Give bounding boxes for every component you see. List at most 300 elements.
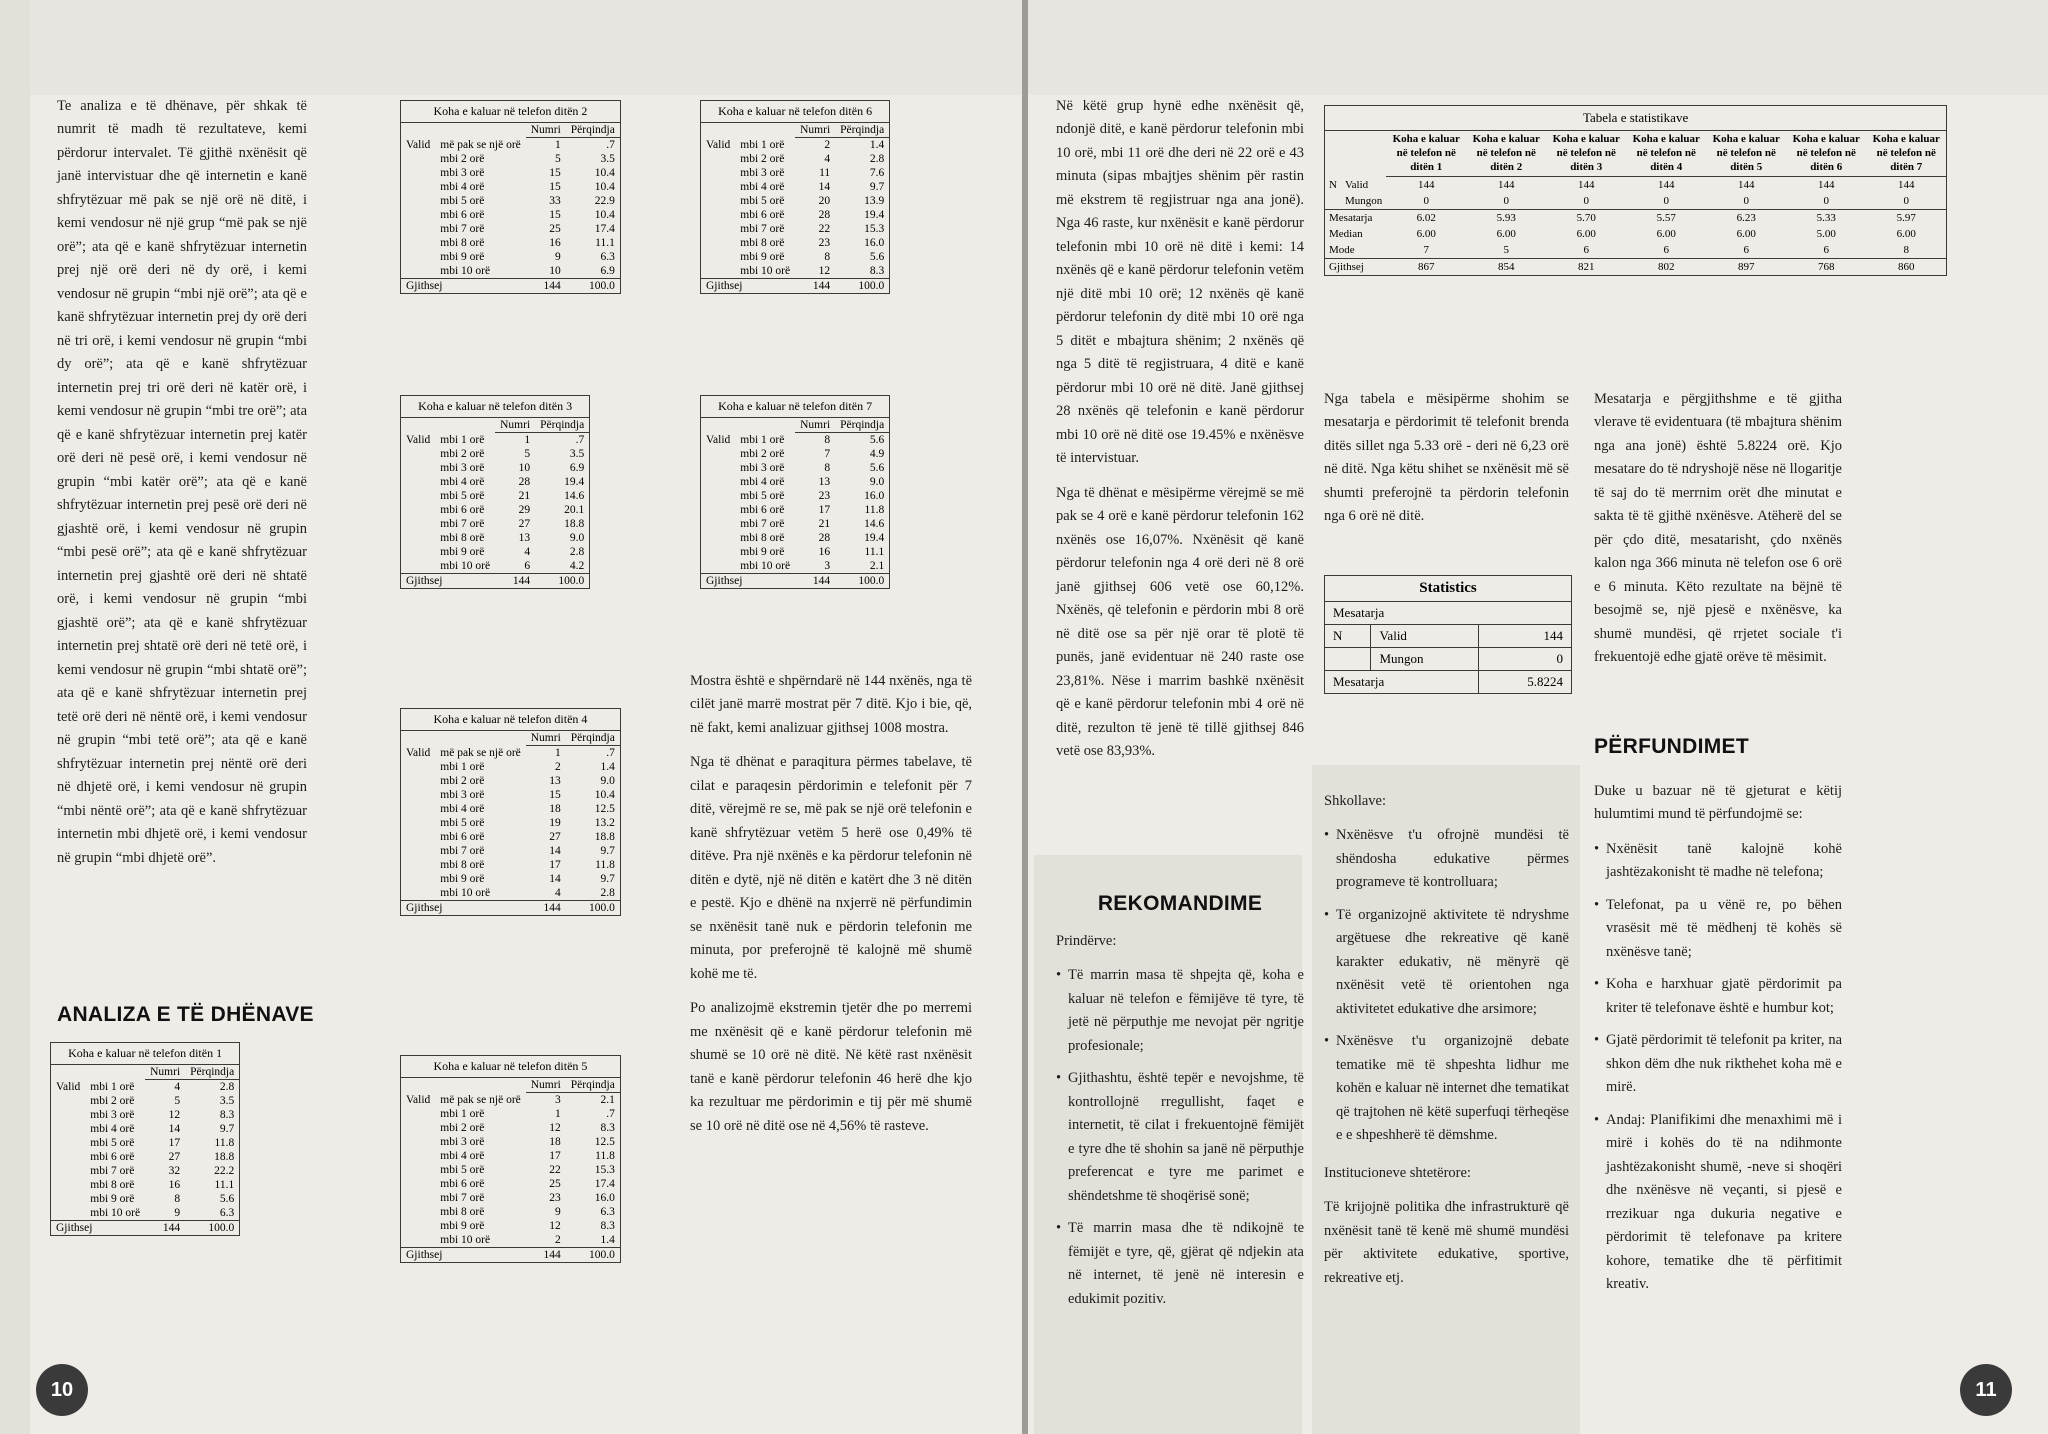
right-col3-intro: Mesatarja e përgjithshme e të gjitha vlerave të evidentuara (të mbajtura shënim nga ana jonë) është 5.8224 orë. Kjo mesatare do të ndryshojë nëse në llogaritje të saj do të merrnim orët dhe minutat e sakta të të gjithë nxënësve. Atëherë del se për çdo ditë, mesatarisht, çdo nxënës kalon nga 366 minuta në telefon ose 6 orë e 6 minuta. Këto rezultate na bëjnë të besojmë se, një pjesë e nxënësve, ka shumë mundësi, që rrjetet sociale t'i frekuentojë edhe gjatë orëve të mësimit. bbox=[1594, 391, 1842, 666]
category-cell: mbi 8 orë bbox=[90, 1179, 135, 1191]
table-row bbox=[701, 152, 890, 166]
total-count: 144 bbox=[526, 1248, 566, 1263]
count-cell: 8 bbox=[824, 462, 831, 474]
valid-label-cell bbox=[701, 180, 736, 194]
category-cell: mbi 9 orë bbox=[740, 251, 785, 263]
bigstat-value: 6.00 bbox=[1656, 228, 1676, 241]
percent-cell: 11.8 bbox=[595, 1150, 615, 1162]
percent-cell: 12.5 bbox=[594, 803, 615, 815]
valid-label-cell bbox=[401, 461, 436, 475]
column-header: Numri bbox=[526, 1078, 566, 1093]
table-row bbox=[51, 1150, 240, 1164]
table-row bbox=[401, 872, 621, 886]
percent-cell: 5.6 bbox=[869, 462, 885, 474]
percent-cell: 5.6 bbox=[869, 434, 885, 446]
valid-label-cell bbox=[401, 222, 436, 236]
category-cell: mbi 6 orë bbox=[440, 1178, 485, 1190]
valid-label-cell bbox=[701, 475, 736, 489]
total-count: 144 bbox=[495, 574, 535, 589]
valid-label-cell: Valid bbox=[706, 138, 731, 151]
category-cell: më pak se një orë bbox=[440, 1093, 521, 1106]
percent-cell: 19.4 bbox=[864, 209, 885, 221]
table-row bbox=[401, 250, 621, 264]
total-count: 144 bbox=[145, 1221, 185, 1236]
valid-label-cell bbox=[401, 531, 436, 545]
column-header: Numri bbox=[526, 731, 566, 746]
table-row bbox=[401, 222, 621, 236]
percent-cell: 18.8 bbox=[214, 1151, 235, 1163]
bigstat-value: 6.00 bbox=[1576, 228, 1596, 241]
count-cell: 33 bbox=[549, 195, 561, 207]
category-cell: mbi 7 orë bbox=[440, 845, 485, 857]
column-header bbox=[435, 123, 525, 138]
category-cell: mbi 5 orë bbox=[90, 1137, 135, 1149]
valid-label-cell bbox=[401, 886, 436, 901]
percent-cell: .7 bbox=[575, 434, 585, 446]
percent-cell: 13.2 bbox=[594, 817, 615, 829]
count-cell: 23 bbox=[818, 490, 831, 502]
category-cell: mbi 8 orë bbox=[440, 532, 485, 544]
category-cell: mbi 10 orë bbox=[440, 265, 491, 277]
valid-label-cell bbox=[401, 517, 436, 531]
table-row bbox=[701, 166, 890, 180]
bigstat-value: 6 bbox=[1823, 244, 1829, 257]
bigstat-value: 144 bbox=[1497, 179, 1515, 192]
table-row bbox=[401, 194, 621, 208]
category-cell: mbi 10 orë bbox=[440, 560, 491, 572]
table-row bbox=[401, 788, 621, 802]
right-col2-text bbox=[1324, 388, 1569, 540]
table-row bbox=[401, 1163, 621, 1177]
valid-label-cell bbox=[401, 858, 436, 872]
table-row bbox=[701, 489, 890, 503]
category-cell: mbi 6 orë bbox=[440, 209, 485, 221]
category-cell: mbi 4 orë bbox=[740, 181, 785, 193]
count-cell: 28 bbox=[818, 209, 831, 221]
category-cell: mbi 2 orë bbox=[90, 1095, 135, 1107]
column-header bbox=[401, 731, 436, 746]
table-total-row bbox=[701, 574, 890, 589]
valid-label-cell bbox=[701, 517, 736, 531]
category-cell: mbi 8 orë bbox=[440, 1206, 485, 1218]
conclusions-list bbox=[1594, 838, 1842, 1297]
bigstat-value: 7 bbox=[1423, 244, 1429, 257]
column-header: Numri bbox=[145, 1065, 185, 1080]
bigstat-column-header: Koha e kaluar në telefon në ditën 4 bbox=[1626, 131, 1706, 177]
table-row bbox=[701, 461, 890, 475]
valid-label-cell bbox=[401, 1107, 436, 1121]
table-row bbox=[51, 1206, 240, 1221]
valid-label-cell bbox=[701, 503, 736, 517]
percent-cell: .7 bbox=[606, 1108, 615, 1120]
bigstat-column-header: Koha e kaluar në telefon në ditën 1 bbox=[1386, 131, 1466, 177]
column-header bbox=[701, 123, 736, 138]
category-cell: mbi 2 orë bbox=[440, 448, 485, 460]
right-col1-paragraph-2: Nga të dhënat e mësipërme vërejmë se më pak se 4 orë e kanë përdorur telefonin 162 nxënës ose 16,07%. Nxënësit që kanë përdorur telefonin nga 4 orë deri në 8 orë janë gjithsej 606 vetë ose 60,12%. Nxënës, që telefonin e përdorin mbi 8 orë në ditë ose sa për një orar të plotë të punës, janë evidentuar në 240 raste ose 23,81%. Nëse i marrim bashkë nxënësit që e kanë përdorur telefonin mbi 4 orë në ditë, rezulton të jenë të tillë gjithsej 846 vetë ose 83,93%. bbox=[1056, 484, 1304, 760]
bigstat-value: 0 bbox=[1743, 195, 1749, 208]
category-cell: mbi 1 orë bbox=[440, 761, 485, 773]
column-header bbox=[735, 418, 795, 433]
count-cell: 10 bbox=[549, 265, 561, 277]
bigstat-value: 144 bbox=[1817, 179, 1835, 192]
percent-cell: 7.6 bbox=[869, 167, 885, 179]
valid-label-cell bbox=[401, 1191, 436, 1205]
percent-cell: 1.4 bbox=[869, 139, 885, 151]
bigstat-column-header: Koha e kaluar në telefon në ditën 7 bbox=[1866, 131, 1947, 177]
table-row bbox=[701, 503, 890, 517]
bigstat-value: 0 bbox=[1423, 195, 1429, 208]
category-cell: mbi 3 orë bbox=[740, 167, 785, 179]
page-top-tint bbox=[0, 0, 1024, 95]
statistics-variable-label: Mesatarja bbox=[1325, 602, 1572, 625]
count-cell: 27 bbox=[518, 518, 531, 530]
statistics-valid-label: Valid bbox=[1371, 625, 1479, 648]
count-cell: 18 bbox=[549, 1136, 561, 1148]
table-row bbox=[401, 531, 590, 545]
category-cell: mbi 7 orë bbox=[90, 1165, 135, 1177]
bigstat-corner bbox=[1325, 131, 1387, 177]
bigstat-value: 867 bbox=[1386, 259, 1466, 276]
count-cell: 2 bbox=[824, 139, 831, 151]
right-col2-paragraph-1: Nga tabela e mësipërme shohim se mesatarja e përdorimit të telefonit brenda ditës sillet nga 5.33 orë - deri në 6,23 orë në ditë. Nga këtu shihet se nxënësit më së shumti preferojnë ta përdorin telefonin nga 6 orë në ditë. bbox=[1324, 391, 1569, 525]
table-row bbox=[401, 208, 621, 222]
percent-cell: 16.0 bbox=[864, 237, 885, 249]
percent-cell: 22.2 bbox=[214, 1165, 235, 1177]
valid-label-cell bbox=[401, 545, 436, 559]
count-cell: 5 bbox=[524, 448, 531, 460]
category-cell: mbi 7 orë bbox=[740, 223, 785, 235]
valid-label-cell bbox=[401, 180, 436, 194]
count-cell: 22 bbox=[818, 223, 831, 235]
count-cell: 25 bbox=[549, 223, 561, 235]
percent-cell: 17.4 bbox=[594, 223, 615, 235]
bigstat-row bbox=[1325, 177, 1947, 194]
bigstat-value: 5 bbox=[1503, 244, 1509, 257]
percent-cell: 15.3 bbox=[864, 223, 885, 235]
count-cell: 14 bbox=[549, 873, 561, 885]
total-label: Gjithsej bbox=[701, 574, 796, 589]
count-cell: 12 bbox=[549, 1220, 561, 1232]
category-cell: mbi 4 orë bbox=[440, 1150, 485, 1162]
percent-cell: 2.1 bbox=[600, 1094, 615, 1106]
bigstat-caption: Tabela e statistikave bbox=[1324, 105, 1947, 130]
count-cell: 10 bbox=[518, 462, 531, 474]
bigstat-value: 5.57 bbox=[1626, 210, 1706, 227]
page-title: ANALIZA E TË DHËNAVE bbox=[57, 1003, 314, 1026]
percent-cell: 14.6 bbox=[564, 490, 585, 502]
column-header bbox=[401, 418, 436, 433]
category-cell: mbi 1 orë bbox=[440, 433, 485, 446]
percent-cell: 14.6 bbox=[864, 518, 885, 530]
bigstat-n-label: N bbox=[1329, 179, 1337, 191]
bigstat-value: 768 bbox=[1786, 259, 1866, 276]
column-header bbox=[701, 418, 736, 433]
percent-cell: 3.5 bbox=[600, 153, 615, 165]
count-cell: 5 bbox=[555, 153, 561, 165]
bigstat-row-label: Mungon bbox=[1344, 195, 1383, 208]
count-cell: 22 bbox=[549, 1164, 561, 1176]
percent-cell: 19.4 bbox=[564, 476, 585, 488]
count-cell: 21 bbox=[518, 490, 531, 502]
category-cell: mbi 2 orë bbox=[440, 775, 485, 787]
column-header bbox=[401, 123, 436, 138]
table-total-row bbox=[701, 279, 890, 294]
category-cell: mbi 4 orë bbox=[440, 476, 485, 488]
table-koha-dita-5 bbox=[400, 1055, 621, 1263]
category-cell: mbi 5 orë bbox=[440, 195, 485, 207]
table-row bbox=[701, 250, 890, 264]
bigstat-value: 821 bbox=[1546, 259, 1626, 276]
table-row bbox=[401, 1135, 621, 1149]
bigstat-n-label: Gjithsej bbox=[1325, 259, 1387, 276]
count-cell: 4 bbox=[824, 153, 831, 165]
valid-label-cell bbox=[51, 1150, 86, 1164]
bigstat-value: 802 bbox=[1626, 259, 1706, 276]
page-number-right: 11 bbox=[1960, 1364, 2012, 1416]
category-cell: mbi 8 orë bbox=[740, 532, 785, 544]
table-row bbox=[401, 559, 590, 574]
count-cell: 4 bbox=[524, 546, 531, 558]
percent-cell: 9.7 bbox=[600, 873, 615, 885]
bigstat-value: 0 bbox=[1663, 195, 1669, 208]
intro-paragraph: Te analiza e të dhënave, për shkak të numrit të madh të rezultateve, kemi përdorur intervalet. Të gjithë nxënësit që janë intervistuar dhe që internetin e kanë shfrytëzuar më pak se një orë në ditë, i kemi vendosur në një grup “më pak se një orë”; ata që e kanë shfrytëzuar internetin prej një orë deri në dy orë, i kemi vendosur në grupin “mbi një orë”; ata që e kanë shfrytëzuar internetin prej dy orë deri në tri orë, i kemi vendosur në grupin “mbi dy orë”; ata që e kanë shfrytëzuar internetin prej tri orë deri në katër orë, i kemi vendosur në grupin “mbi tre orë”; ata që e kanë shfrytëzuar internetin prej katër orë deri në pesë orë, i kemi vendosur në grupin “mbi katër orë”; ata që e kanë shfrytëzuar internetin prej pesë orë deri në gjashtë orë, i kemi vendosur në grupin “mbi pesë orë”; ata që e kanë shfrytëzuar internetin prej gjashtë orë deri në shtatë orë, i kemi vendosur në grupin “mbi gjashtë orë”; ata që e kanë shfrytëzuar internetin prej shtatë orë deri në tetë orë, i kemi vendosur në grupin “mbi shtatë orë”; ata që e kanë shfrytëzuar internetin prej tetë orë deri në nëntë orë, i kemi vendosur në grupin “mbi tetë orë”; ata që e kanë shfrytëzuar internetin prej nëntë orë deri në dhjetë orë, i kemi vendosur në grupin “mbi nëntë orë”; ata që e kanë shfrytëzuar internetin mbi dhjetë orë, i kemi vendosur në grupin “mbi dhjetë orë”. bbox=[57, 98, 307, 866]
list-item: • Të organizojnë aktivitete të ndryshme argëtuese dhe rekreative që kanë karakter edukativ, në mënyrë që nxënësit vetë të orientohen nga aktivitetet edukative dhe arsimore; bbox=[1324, 904, 1569, 1021]
valid-label-cell bbox=[701, 166, 736, 180]
column-header bbox=[435, 1078, 525, 1093]
table-row bbox=[701, 475, 890, 489]
bigstat-value: 6.00 bbox=[1736, 228, 1756, 241]
count-cell: 28 bbox=[518, 476, 531, 488]
table-row bbox=[401, 858, 621, 872]
percent-cell: 2.8 bbox=[219, 1081, 235, 1093]
table-row bbox=[401, 166, 621, 180]
valid-label-cell bbox=[701, 208, 736, 222]
institutions-label: Institucioneve shtetërore: bbox=[1324, 1164, 1471, 1181]
valid-label-cell bbox=[401, 166, 436, 180]
valid-label-cell bbox=[401, 264, 436, 279]
list-item: • Gjatë përdorimit të telefonit pa kriter, na shkon dëm dhe nuk rikthehet koha më e mirë. bbox=[1594, 1029, 1842, 1099]
count-cell: 18 bbox=[549, 803, 561, 815]
category-cell: mbi 4 orë bbox=[440, 181, 485, 193]
recommendations-title: REKOMANDIME bbox=[1097, 892, 1263, 915]
table-row bbox=[51, 1164, 240, 1178]
bigstat-value: 6.00 bbox=[1896, 228, 1916, 241]
percent-cell: 10.4 bbox=[594, 167, 615, 179]
percent-cell: 9.7 bbox=[869, 181, 885, 193]
count-cell: 6 bbox=[524, 560, 531, 572]
count-cell: 17 bbox=[818, 504, 831, 516]
valid-label-cell bbox=[51, 1164, 86, 1178]
count-cell: 29 bbox=[518, 504, 531, 516]
valid-label-cell bbox=[51, 1122, 86, 1136]
valid-label-cell bbox=[401, 152, 436, 166]
count-cell: 1 bbox=[555, 747, 561, 759]
valid-label-cell bbox=[401, 1205, 436, 1219]
bigstat-row bbox=[1325, 242, 1947, 259]
count-cell: 1 bbox=[555, 1108, 561, 1120]
valid-label-cell bbox=[701, 222, 736, 236]
valid-label-cell bbox=[401, 489, 436, 503]
table-row bbox=[401, 517, 590, 531]
column-header: Përqindja bbox=[185, 1065, 240, 1080]
percent-cell: 11.8 bbox=[864, 504, 885, 516]
schools-list bbox=[1324, 824, 1569, 1147]
percent-cell: 18.8 bbox=[564, 518, 585, 530]
page-number-left: 10 bbox=[36, 1364, 88, 1416]
total-label: Gjithsej bbox=[401, 901, 526, 916]
valid-label-cell bbox=[401, 1177, 436, 1191]
table-row bbox=[401, 844, 621, 858]
column-header: Numri bbox=[795, 418, 835, 433]
table-caption: Koha e kaluar në telefon ditën 6 bbox=[700, 100, 890, 122]
intro-text-column bbox=[57, 95, 307, 881]
right-schools-section bbox=[1324, 790, 1569, 1301]
count-cell: 12 bbox=[168, 1109, 181, 1121]
count-cell: 32 bbox=[168, 1165, 181, 1177]
column-header bbox=[435, 418, 495, 433]
category-cell: mbi 4 orë bbox=[90, 1123, 135, 1135]
percent-cell: 11.8 bbox=[595, 859, 615, 871]
valid-label-cell: Valid bbox=[706, 433, 731, 446]
table-row bbox=[401, 1219, 621, 1233]
percent-cell: 9.0 bbox=[569, 532, 585, 544]
percent-cell: 6.3 bbox=[600, 1206, 615, 1218]
bigstat-value: 144 bbox=[1577, 179, 1595, 192]
table-caption: Koha e kaluar në telefon ditën 3 bbox=[400, 395, 590, 417]
count-cell: 16 bbox=[549, 237, 561, 249]
table-row bbox=[51, 1192, 240, 1206]
statistics-row bbox=[1325, 648, 1572, 671]
bigstat-value: 6.00 bbox=[1496, 228, 1516, 241]
column-header: Numri bbox=[795, 123, 835, 138]
bigstat-value: 8 bbox=[1903, 244, 1909, 257]
percent-cell: 5.6 bbox=[219, 1193, 235, 1205]
table-koha-dita-1 bbox=[50, 1042, 240, 1236]
total-count: 144 bbox=[526, 901, 566, 916]
table-total-row bbox=[401, 901, 621, 916]
percent-cell: .7 bbox=[606, 747, 615, 759]
table-row bbox=[701, 236, 890, 250]
count-cell: 14 bbox=[549, 845, 561, 857]
table-row bbox=[701, 222, 890, 236]
count-cell: 14 bbox=[168, 1123, 181, 1135]
table-row bbox=[701, 433, 890, 448]
valid-label-cell bbox=[701, 250, 736, 264]
valid-label-cell bbox=[701, 531, 736, 545]
valid-label-cell bbox=[51, 1136, 86, 1150]
table-row bbox=[401, 489, 590, 503]
bigstat-row bbox=[1325, 193, 1947, 210]
category-cell: mbi 10 orë bbox=[90, 1207, 141, 1219]
count-cell: 8 bbox=[824, 251, 831, 263]
percent-cell: 18.8 bbox=[594, 831, 615, 843]
column-header: Numri bbox=[526, 123, 566, 138]
column-header bbox=[401, 1078, 436, 1093]
percent-cell: 6.9 bbox=[569, 462, 585, 474]
total-percent: 100.0 bbox=[185, 1221, 240, 1236]
category-cell: më pak se një orë bbox=[440, 746, 521, 759]
table-row bbox=[51, 1122, 240, 1136]
valid-label-cell bbox=[401, 760, 436, 774]
statistics-row bbox=[1325, 602, 1572, 625]
column-header bbox=[51, 1065, 86, 1080]
percent-cell: 8.3 bbox=[869, 265, 885, 277]
category-cell: mbi 4 orë bbox=[740, 476, 785, 488]
count-cell: 23 bbox=[818, 237, 831, 249]
statistics-mean-value: 5.8224 bbox=[1479, 671, 1572, 694]
total-percent: 100.0 bbox=[835, 279, 890, 294]
list-item: • Gjithashtu, është tepër e nevojshme, të kontrollojnë rregullisht, faqet e internetit, të cilat i frekuentojnë fëmijët e tyre dhe të shohin sa janë në përputhje preferencat e tyre me parimet e shëndetshme të shoqërisë sonë; bbox=[1056, 1067, 1304, 1208]
bigstat-n-label: Median bbox=[1329, 228, 1363, 241]
total-percent: 100.0 bbox=[835, 574, 890, 589]
valid-label-cell: Valid bbox=[406, 138, 431, 151]
count-cell: 2 bbox=[555, 1234, 561, 1246]
percent-cell: 13.9 bbox=[864, 195, 885, 207]
table-row bbox=[401, 802, 621, 816]
valid-label-cell bbox=[51, 1108, 86, 1122]
column-header: Përqindja bbox=[566, 731, 621, 746]
table-row bbox=[401, 433, 590, 448]
total-label: Gjithsej bbox=[401, 1248, 526, 1263]
percent-cell: 5.6 bbox=[869, 251, 885, 263]
statistics-spacer bbox=[1325, 648, 1371, 671]
total-label: Gjithsej bbox=[701, 279, 796, 294]
valid-label-cell bbox=[401, 1219, 436, 1233]
category-cell: mbi 3 orë bbox=[440, 1136, 485, 1148]
bigstat-row bbox=[1325, 259, 1947, 276]
valid-label-cell bbox=[401, 208, 436, 222]
percent-cell: 10.4 bbox=[594, 181, 615, 193]
parents-list bbox=[1056, 964, 1304, 1311]
table-koha-dita-4 bbox=[400, 708, 621, 916]
bigstat-n-label: Mode bbox=[1329, 244, 1355, 257]
valid-label-cell bbox=[401, 194, 436, 208]
percent-cell: 12.5 bbox=[594, 1136, 615, 1148]
table-row bbox=[701, 531, 890, 545]
count-cell: 12 bbox=[818, 265, 831, 277]
bigstat-value: 0 bbox=[1583, 195, 1589, 208]
total-count: 144 bbox=[795, 279, 835, 294]
percent-cell: 8.3 bbox=[219, 1109, 235, 1121]
table-row bbox=[51, 1178, 240, 1192]
count-cell: 1 bbox=[555, 139, 561, 151]
total-label: Gjithsej bbox=[51, 1221, 146, 1236]
category-cell: mbi 9 orë bbox=[740, 546, 785, 558]
table-caption: Koha e kaluar në telefon ditën 2 bbox=[400, 100, 621, 122]
valid-label-cell bbox=[701, 152, 736, 166]
category-cell: mbi 3 orë bbox=[740, 462, 785, 474]
statistics-n-label: N bbox=[1325, 625, 1371, 648]
percent-cell: 2.8 bbox=[869, 153, 885, 165]
count-cell: 8 bbox=[824, 434, 831, 446]
percent-cell: 3.5 bbox=[219, 1095, 235, 1107]
valid-label-cell bbox=[401, 1233, 436, 1248]
bigstat-column-header: Koha e kaluar në telefon në ditën 2 bbox=[1466, 131, 1546, 177]
valid-label-cell: Valid bbox=[406, 746, 431, 759]
table-row bbox=[701, 559, 890, 574]
count-cell: 3 bbox=[824, 560, 831, 572]
percent-cell: 10.4 bbox=[594, 789, 615, 801]
valid-label-cell bbox=[401, 447, 436, 461]
category-cell: mbi 2 orë bbox=[440, 153, 485, 165]
valid-label-cell bbox=[401, 872, 436, 886]
category-cell: më pak se një orë bbox=[440, 138, 521, 151]
category-cell: mbi 6 orë bbox=[740, 504, 785, 516]
percent-cell: 8.3 bbox=[600, 1122, 615, 1134]
bigstat-value: 144 bbox=[1657, 179, 1675, 192]
bigstat-n-label bbox=[1325, 193, 1341, 210]
bigstat-row-label: Valid bbox=[1344, 179, 1369, 191]
